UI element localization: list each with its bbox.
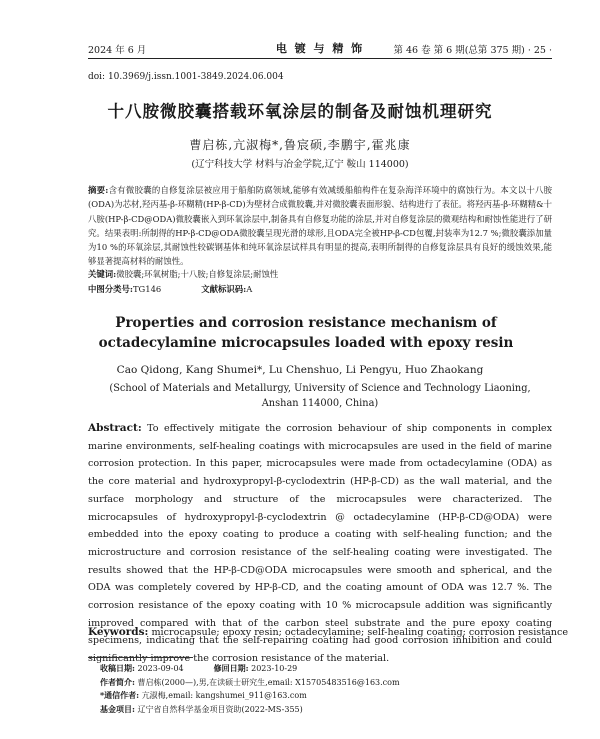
revised-label: 修回日期:	[213, 663, 249, 673]
footnote-corresponding	[100, 689, 400, 703]
en-keywords-label: Keywords:	[88, 626, 149, 638]
received-date: 2023-09-04	[137, 664, 184, 673]
en-keywords-text: microcapsule; epoxy resin; octadecylamine; self-healing coating; corrosion resistance	[151, 627, 569, 638]
author-info: 曹启栋(2000—),男,在读硕士研究生,email: X15705483516@163.com	[137, 677, 400, 687]
en-abstract-label: Abstract:	[88, 422, 142, 434]
received-label: 收稿日期:	[100, 663, 135, 673]
zh-keywords	[88, 268, 278, 280]
zh-keywords-label: 关键词:	[88, 269, 117, 279]
en-abstract-text: To effectively mitigate the corrosion behaviour of ship components in complex marine environments, self-healing coatings with microcapsules are used in the field of marine corrosion protection. In this paper, microcapsules were made from octadecylamine (ODA) as the core material and hydroxypropyl-β-cyclodextrin (HP-β-CD) as the wall material, and the surface morphology and structure of the microcapsules were characterized. The microcapsules of hydroxypropyl-β-cyclodextrin @ octadecylamine (HP-β-CD@ODA) were embedded into the epoxy coating to produce a coating with self-healing function; and the microstructure and corrosion resistance of the self-healing coating were investigated. The results showed that the HP-β-CD@ODA microcapsules were smooth and spherical, and the ODA was completely covered by HP-β-CD, and the coating amount of ODA was 12.7 %. The corrosion resistance of the epoxy coating with 10 % microcapsule addition was significantly improved compared with that of the carbon steel substrate and the pure epoxy coating specimens, indicating that the self-repairing coating had good corrosion inhibition and could significantly improve the corrosion resistance of the material.	[88, 423, 552, 665]
running-header	[88, 40, 552, 59]
doc-code-label: 文献标识码:	[201, 284, 247, 294]
zh-abstract	[88, 183, 552, 269]
en-keywords	[88, 626, 568, 638]
clc-value: TG146	[132, 284, 162, 294]
doc-code-value: A	[246, 284, 253, 294]
footnote-divider	[88, 657, 193, 658]
footnotes	[100, 662, 400, 716]
en-title: Properties and corrosion resistance mechanism of octadecylamine microcapsules loaded with epoxy resin	[98, 315, 514, 351]
doi[interactable]: doi: 10.3969/j.issn.1001-3849.2024.06.004	[88, 72, 284, 82]
fund-label: 基金项目:	[100, 703, 135, 714]
zh-abstract-text: 含有微胶囊的自修复涂层被应用于船舶防腐领域,能够有效减缓船舶构件在复杂海洋环境中的腐蚀行为。本文以十八胺(ODA)为芯材,羟丙基-β-环糊精(HP-β-CD)为壁材合成微胶囊,并对微胶囊表面形貌、结构进行了表征。将羟丙基-β-环糊精&十八胺(HP-β-CD@ODA)微胶囊嵌入到环氧涂层中,制备具有自修复功能的涂层,并对自修复涂层的微观结构和耐蚀性能进行了研究。结果表明:所制得的HP-β-CD@ODA微胶囊呈现光滑的球形,且ODA完全被HP-β-CD包覆,封装率为12.7 %;微胶囊添加量为10 %的环氧涂层,其耐蚀性较碳钢基体和纯环氧涂层试样具有明显的提高,表明所制得的自修复涂层具有良好的缓蚀效果,能够显著提高材料的耐蚀性。	[88, 185, 552, 267]
header-date: 2024 年 6 月	[88, 45, 147, 56]
author-label: 作者简介:	[100, 676, 135, 687]
zh-title: 十八胺微胶囊搭载环氧涂层的制备及耐蚀机理研究	[107, 102, 493, 121]
footnote-fund	[100, 703, 400, 717]
header-volume-page: 第 46 卷 第 6 期(总第 375 期) · 25 ·	[393, 45, 552, 56]
zh-authors: 曹启栋,亢淑梅*,鲁宸硕,李鹏宇,霍兆康	[189, 138, 411, 152]
corresponding-label: *通信作者:	[100, 690, 140, 701]
footnote-dates	[100, 662, 400, 676]
revised-date: 2023-10-29	[251, 664, 298, 673]
clc-label: 中图分类号:	[88, 284, 133, 294]
zh-keywords-text: 微胶囊;环氧树脂;十八胺;自修复涂层;耐蚀性	[116, 269, 279, 279]
zh-classification	[88, 283, 252, 295]
fund-info: 辽宁省自然科学基金项目资助(2022-MS-355)	[137, 704, 303, 714]
en-authors: Cao Qidong, Kang Shumei*, Lu Chenshuo, Li Pengyu, Huo Zhaokang	[116, 364, 484, 376]
journal-name: 电 镀 与 精 饰	[275, 42, 365, 55]
zh-affiliation: (辽宁科技大学 材料与冶金学院,辽宁 鞍山 114000)	[191, 159, 409, 170]
footnote-author	[100, 676, 400, 690]
corresponding-info: 亢淑梅,email: kangshumei_911@163.com	[141, 691, 307, 701]
en-affiliation: (School of Materials and Metallurgy, University of Science and Technology Liaoning, Anshan 114000, China)	[109, 383, 531, 409]
zh-abstract-label: 摘要:	[88, 185, 109, 195]
